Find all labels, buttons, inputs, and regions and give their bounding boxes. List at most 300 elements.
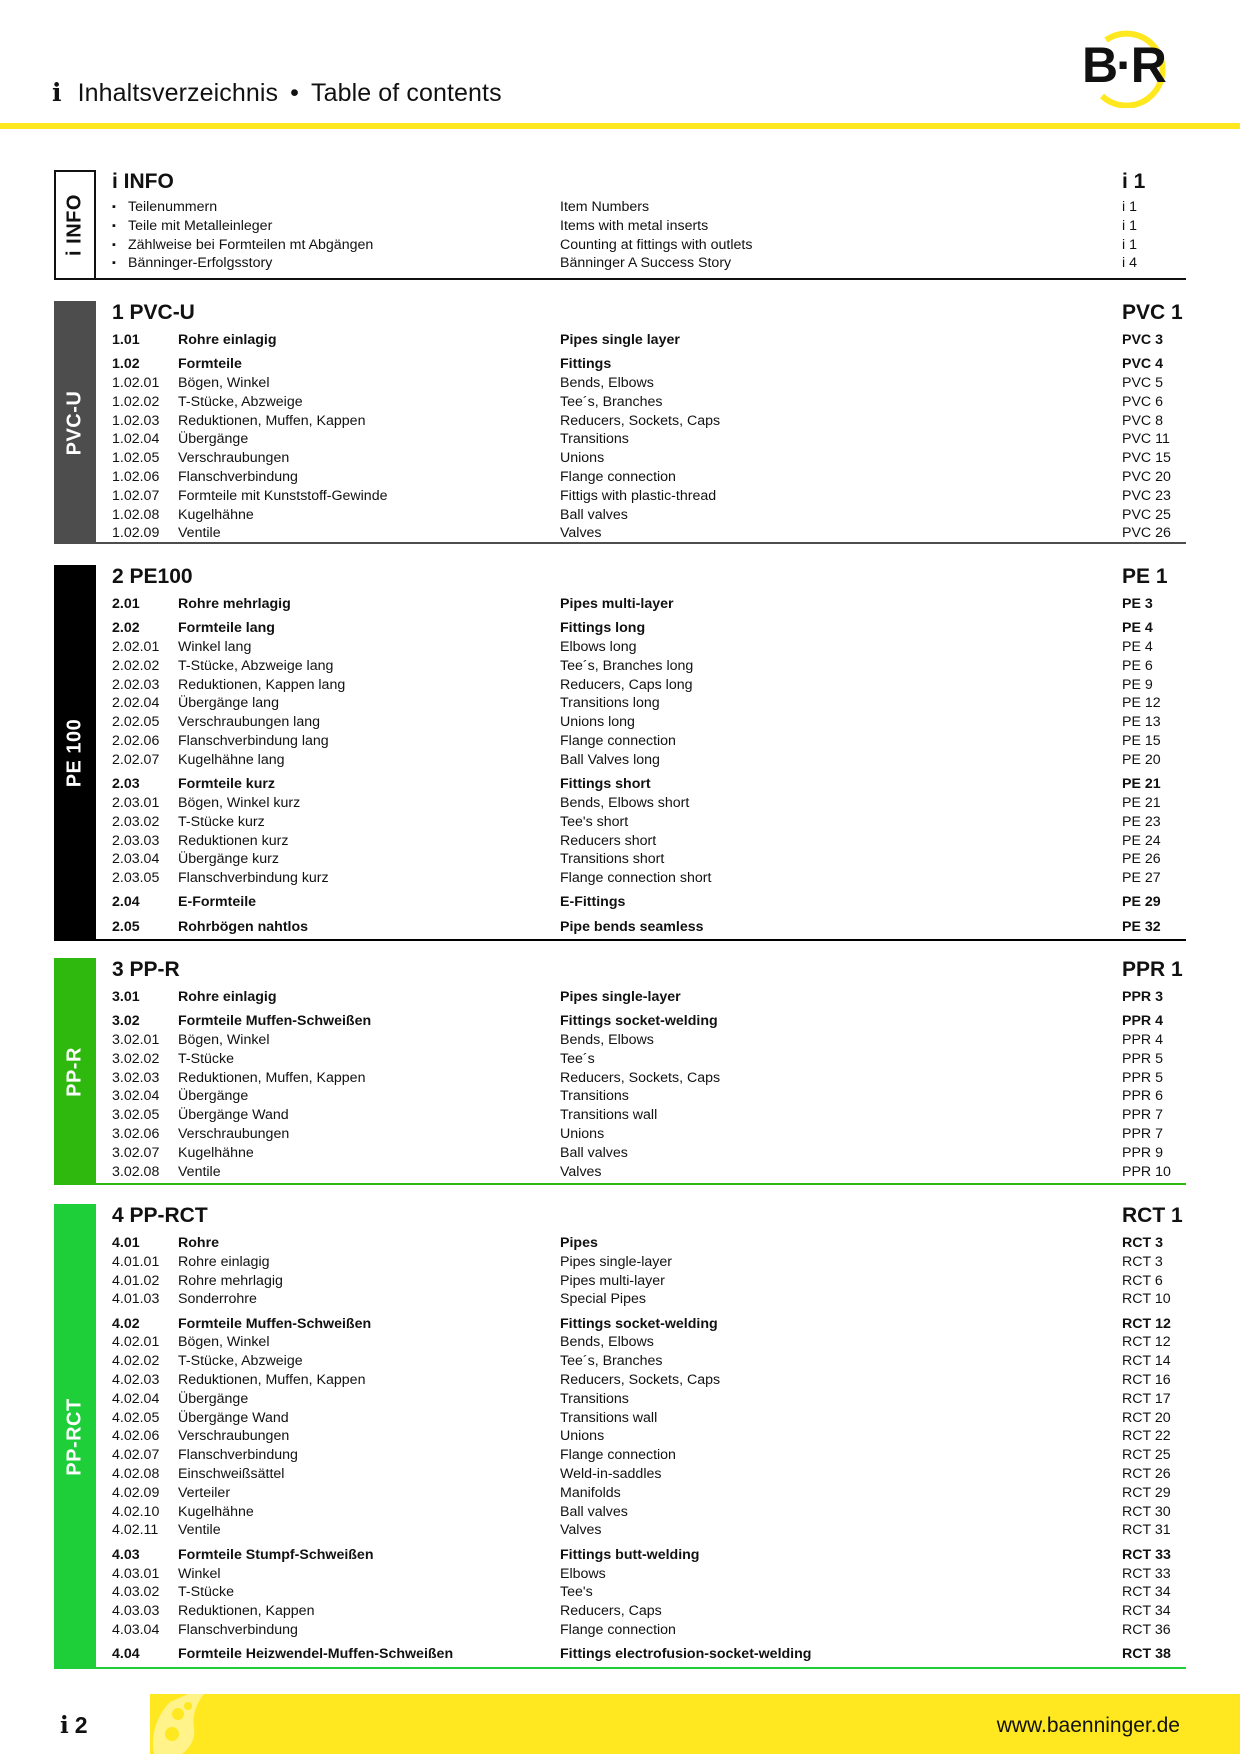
entry-page: PE 29 (1122, 894, 1161, 911)
entry-title-de: Formteile (178, 356, 242, 373)
entry-page: PPR 9 (1122, 1144, 1164, 1161)
entry-number: 2.02 (112, 620, 140, 637)
toc-row[interactable] (112, 1125, 1186, 1144)
entry-number: 2.03.01 (112, 794, 160, 811)
entry-number: 2.02.03 (112, 676, 160, 693)
toc-row[interactable] (112, 1427, 1186, 1446)
section-content (112, 565, 1186, 937)
entry-number: 2.02.04 (112, 695, 160, 712)
entry-page: PVC 23 (1122, 487, 1171, 504)
entry-title-en: Transitions short (560, 851, 665, 868)
entry-number: 4.01 (112, 1235, 140, 1251)
tab-pp-rct[interactable] (54, 1204, 96, 1669)
entry-title-en: Unions long (560, 714, 635, 731)
toc-row[interactable] (112, 918, 1186, 937)
entry-number: 4.02.07 (112, 1447, 160, 1464)
br-logo (1080, 18, 1180, 108)
toc-row[interactable] (112, 449, 1186, 468)
page-title (52, 78, 502, 108)
entry-page: PVC 15 (1122, 450, 1171, 467)
entry-number: 3.02.04 (112, 1088, 160, 1105)
toc-row[interactable] (112, 1521, 1186, 1540)
toc-list (112, 331, 1186, 543)
entry-number: 1.02 (112, 356, 140, 373)
entry-page: RCT 22 (1122, 1428, 1171, 1445)
entry-number: 4.01.01 (112, 1253, 160, 1270)
entry-page: RCT 31 (1122, 1522, 1171, 1539)
toc-row[interactable] (112, 676, 1186, 695)
entry-title-de: T-Stücke (178, 1584, 234, 1601)
entry-title-de: Sonderrohre (178, 1291, 257, 1308)
entry-page: RCT 10 (1122, 1291, 1171, 1308)
entry-title-en: Elbows (560, 1565, 606, 1582)
entry-number: 4.02.06 (112, 1428, 160, 1445)
entry-title-en: Flange connection (560, 469, 676, 486)
entry-title-de: Übergänge (178, 1390, 249, 1407)
entry-title-en: Pipes single-layer (560, 1253, 672, 1270)
entry-title-de: Rohre einlagig (178, 332, 277, 348)
entry-title-de: Reduktionen, Muffen, Kappen (178, 412, 366, 429)
toc-row[interactable] (112, 1546, 1186, 1565)
info-icon: i (52, 78, 62, 107)
website-link[interactable]: www.baenninger.de (996, 1714, 1180, 1737)
entry-title-en: Ball Valves long (560, 751, 660, 768)
entry-page: PE 27 (1122, 870, 1161, 887)
section-pp-rct (54, 1204, 1186, 1669)
section-content (112, 958, 1186, 1181)
toc-row[interactable] (112, 1050, 1186, 1069)
entry-title-en: Valves (560, 1163, 602, 1180)
entry-page: RCT 12 (1122, 1334, 1171, 1351)
entry-page: RCT 26 (1122, 1466, 1171, 1483)
entry-title-de: Übergänge Wand (178, 1107, 289, 1124)
entry-title-de: T-Stücke, Abzweige (178, 393, 303, 410)
entry-title-en: Flange connection short (560, 870, 712, 887)
entry-title-en: Fittings butt-welding (560, 1546, 700, 1563)
toc-list (112, 595, 1186, 937)
entry-title-de: T-Stücke kurz (178, 813, 265, 830)
entry-number: 2.02.01 (112, 639, 160, 656)
page-number (60, 1712, 88, 1739)
toc-row[interactable] (112, 331, 1186, 350)
tab-label: PVC-U (63, 390, 86, 455)
entry-title-en: Valves (560, 525, 602, 542)
entry-title-de: Kugelhähne lang (178, 751, 285, 768)
toc-row[interactable] (112, 506, 1186, 525)
entry-title-en: Fittigs with plastic-thread (560, 487, 717, 504)
entry-page: RCT 34 (1122, 1584, 1171, 1601)
entry-title-en: Flange connection (560, 1621, 676, 1638)
entry-title-de: Formteile Heizwendel-Muffen-Schweißen (178, 1646, 454, 1663)
entry-title-de: Kugelhähne (178, 506, 254, 523)
entry-page: PVC 25 (1122, 506, 1171, 523)
entry-title-en: Pipes single layer (560, 332, 680, 348)
toc-row[interactable] (112, 732, 1186, 751)
entry-page: RCT 25 (1122, 1447, 1171, 1464)
entry-number: 3.01 (112, 989, 140, 1005)
title-de: Inhaltsverzeichnis (77, 79, 279, 107)
bullet-icon: ▪ (112, 201, 116, 213)
entry-title-en: Tee´s (560, 1050, 595, 1067)
toc-row[interactable] (112, 1234, 1186, 1253)
section-pp-r (54, 958, 1186, 1185)
entry-number: 2.03.03 (112, 832, 160, 849)
entry-page: RCT 33 (1122, 1565, 1171, 1582)
entry-title-de: Einschweißsättel (178, 1466, 285, 1483)
entry-page: PVC 8 (1122, 412, 1164, 429)
entry-title-de: Verschraubungen lang (178, 714, 320, 731)
section-content (112, 1204, 1186, 1664)
entry-page: PE 32 (1122, 918, 1161, 935)
toc-row[interactable] (112, 813, 1186, 832)
entry-title-en: Pipes multi-layer (560, 596, 674, 612)
entry-page: RCT 38 (1122, 1646, 1171, 1663)
entry-title-de: Verschraubungen (178, 1126, 290, 1143)
toc-row[interactable] (112, 1144, 1186, 1163)
entry-page: RCT 34 (1122, 1603, 1171, 1620)
toc-row[interactable] (112, 1031, 1186, 1050)
entry-page: RCT 3 (1122, 1253, 1163, 1270)
toc-row[interactable] (112, 893, 1186, 912)
entry-number: 3.02.01 (112, 1032, 160, 1049)
toc-row[interactable] (112, 524, 1186, 543)
section-heading (112, 1204, 1186, 1232)
tab-label: i INFO (63, 194, 86, 256)
entry-title-en: Tee's short (560, 813, 629, 830)
toc-row[interactable] (112, 1465, 1186, 1484)
section-content (112, 301, 1186, 543)
section-page: RCT 1 (1122, 1204, 1183, 1227)
entry-page: PPR 3 (1122, 989, 1164, 1005)
entry-number: 1.01 (112, 332, 140, 348)
section-title: i INFO (112, 170, 174, 193)
toc-row[interactable] (112, 1446, 1186, 1465)
toc-row[interactable] (112, 794, 1186, 813)
tab-pe100[interactable] (54, 565, 96, 941)
entry-page: PPR 4 (1122, 1032, 1164, 1049)
toc-row[interactable] (112, 1069, 1186, 1088)
toc-row[interactable] (112, 751, 1186, 770)
entry-title-en: Pipes single-layer (560, 989, 681, 1005)
entry-title-de: Bögen, Winkel (178, 375, 270, 392)
title-en: Table of contents (310, 79, 502, 107)
entry-title-de: Flanschverbindung (178, 469, 298, 486)
info-icon: i (60, 1712, 69, 1739)
entry-page: RCT 20 (1122, 1409, 1171, 1426)
toc-row[interactable] (112, 775, 1186, 794)
entry-title-de: Verschraubungen (178, 1428, 290, 1445)
entry-title-de: Reduktionen, Muffen, Kappen (178, 1372, 366, 1389)
entry-title-de: Winkel lang (178, 639, 252, 656)
entry-page: PE 4 (1122, 639, 1153, 656)
toc-list (112, 198, 1186, 273)
toc-row[interactable] (112, 1484, 1186, 1503)
section-rule (96, 542, 1186, 544)
entry-title-de: Bögen, Winkel kurz (178, 794, 301, 811)
entry-title-en: Bends, Elbows (560, 1334, 654, 1351)
entry-title-en: Fittings short (560, 776, 651, 793)
entry-number: 4.03.01 (112, 1565, 160, 1582)
toc-row[interactable] (112, 1106, 1186, 1125)
entry-title-en: Weld-in-saddles (560, 1466, 662, 1483)
section-title: 1 PVC-U (112, 301, 195, 324)
toc-row[interactable] (112, 988, 1186, 1007)
entry-title-de: Rohre einlagig (178, 1253, 270, 1270)
entry-number: 4.03.03 (112, 1603, 160, 1620)
toc-row[interactable] (112, 1621, 1186, 1640)
entry-page: RCT 30 (1122, 1503, 1171, 1520)
toc-row[interactable] (112, 393, 1186, 412)
toc-row[interactable] (112, 198, 1186, 217)
bullet-icon: ▪ (112, 257, 116, 270)
entry-number: 2.01 (112, 596, 140, 612)
entry-title-en: Bends, Elbows (560, 1032, 654, 1049)
entry-title-de: Ventile (178, 525, 221, 542)
entry-number: 3.02.08 (112, 1163, 160, 1180)
entry-page: PVC 5 (1122, 375, 1164, 392)
entry-number: 4.03.04 (112, 1621, 160, 1638)
entry-title-de: E-Formteile (178, 894, 257, 911)
entry-number: 2.03.04 (112, 851, 160, 868)
entry-title-en: Reducers, Sockets, Caps (560, 1372, 721, 1389)
entry-number: 1.02.03 (112, 412, 160, 429)
entry-title-en: Ball valves (560, 1503, 628, 1520)
entry-number: 4.02.02 (112, 1353, 160, 1370)
entry-title-de: Ventile (178, 1163, 221, 1180)
entry-title-de: Formteile Muffen-Schweißen (178, 1315, 372, 1332)
section-rule (96, 1183, 1186, 1185)
entry-page: i 1 (1122, 236, 1137, 253)
entry-number: 3.02.05 (112, 1107, 160, 1124)
entry-page: RCT 33 (1122, 1546, 1171, 1563)
entry-page: PE 23 (1122, 813, 1161, 830)
toc-row[interactable] (112, 595, 1186, 614)
entry-title-de: Formteile lang (178, 620, 275, 637)
entry-title-de: Rohre mehrlagig (178, 1272, 283, 1289)
entry-title-en: Manifolds (560, 1484, 621, 1501)
tab-pvc-u[interactable] (54, 301, 96, 544)
entry-number: 4.03 (112, 1546, 140, 1563)
entry-title-de: Bögen, Winkel (178, 1334, 270, 1351)
entry-number: 4.02 (112, 1315, 140, 1332)
entry-page: i 4 (1122, 255, 1137, 272)
entry-number: 1.02.02 (112, 393, 160, 410)
entry-title-en: Transitions wall (560, 1107, 658, 1124)
entry-number: 3.02.02 (112, 1050, 160, 1067)
entry-title-de: Teilenummern (128, 199, 218, 215)
toc-row[interactable] (112, 1253, 1186, 1272)
toc-row[interactable] (112, 1409, 1186, 1428)
entry-page: RCT 16 (1122, 1372, 1171, 1389)
entry-title-en: Tee's (560, 1584, 593, 1601)
entry-title-de: Rohre (178, 1235, 219, 1251)
entry-number: 4.02.03 (112, 1372, 160, 1389)
entry-title-en: Bänninger A Success Story (560, 255, 732, 272)
entry-title-de: Flanschverbindung (178, 1447, 298, 1464)
toc-row[interactable] (112, 850, 1186, 869)
toc-row[interactable] (112, 1583, 1186, 1602)
entry-title-en: Reducers short (560, 832, 657, 849)
bullet-icon: ▪ (112, 219, 116, 232)
section-title: 4 PP-RCT (112, 1204, 208, 1227)
toc-row[interactable] (112, 374, 1186, 393)
entry-title-en: Items with metal inserts (560, 217, 709, 234)
entry-title-en: Ball valves (560, 1144, 628, 1161)
toc-row[interactable] (112, 468, 1186, 487)
entry-title-en: E-Fittings (560, 894, 626, 911)
page-number-value: 2 (74, 1712, 88, 1738)
entry-title-en: Transitions (560, 1088, 629, 1105)
entry-title-de: Reduktionen kurz (178, 832, 289, 849)
toc-row[interactable] (112, 1645, 1186, 1664)
entry-title-de: Kugelhähne (178, 1144, 254, 1161)
section-content (112, 170, 1186, 273)
entry-number: 2.04 (112, 894, 140, 911)
entry-page: PPR 7 (1122, 1107, 1164, 1124)
entry-title-en: Transitions (560, 431, 629, 448)
entry-title-en: Reducers, Sockets, Caps (560, 1069, 721, 1086)
toc-row[interactable] (112, 657, 1186, 676)
entry-page: PE 9 (1122, 676, 1153, 693)
entry-page: PVC 20 (1122, 469, 1171, 486)
entry-page: PPR 10 (1122, 1163, 1171, 1180)
tab-label: PE 100 (63, 718, 86, 788)
toc-row[interactable] (112, 1163, 1186, 1182)
toc-list (112, 988, 1186, 1181)
entry-number: 2.02.05 (112, 714, 160, 731)
entry-title-en: Fittings electrofusion-socket-welding (560, 1646, 812, 1663)
toc-row[interactable] (112, 430, 1186, 449)
toc-row[interactable] (112, 869, 1186, 888)
entry-title-en: Ball valves (560, 506, 628, 523)
entry-page: PPR 7 (1122, 1126, 1164, 1143)
entry-title-de: Bögen, Winkel (178, 1032, 270, 1049)
toc-row[interactable] (112, 713, 1186, 732)
entry-number: 3.02.03 (112, 1069, 160, 1086)
toc-row[interactable] (112, 619, 1186, 638)
toc-row[interactable] (112, 832, 1186, 851)
entry-title-en: Tee´s, Branches long (560, 657, 694, 674)
section-heading (112, 170, 1186, 198)
entry-number: 1.02.01 (112, 375, 160, 392)
toc-row[interactable] (112, 1371, 1186, 1390)
toc-row[interactable] (112, 412, 1186, 431)
title-separator: • (290, 79, 299, 107)
logo-text: B·R (1082, 37, 1165, 93)
section-page: i 1 (1122, 170, 1146, 193)
entry-page: i 1 (1122, 199, 1137, 215)
entry-number: 2.02.02 (112, 657, 160, 674)
toc-row[interactable] (112, 1602, 1186, 1621)
entry-title-de: Reduktionen, Muffen, Kappen (178, 1069, 366, 1086)
entry-title-de: Verschraubungen (178, 450, 290, 467)
toc-row[interactable] (112, 1087, 1186, 1106)
tab-pp-r[interactable] (54, 958, 96, 1185)
toc-row[interactable] (112, 217, 1186, 236)
entry-title-en: Fittings long (560, 620, 646, 637)
entry-title-de: T-Stücke, Abzweige lang (178, 657, 334, 674)
entry-title-de: Winkel (178, 1565, 221, 1582)
entry-title-de: Formteile kurz (178, 776, 275, 793)
pattern-decoration-icon (148, 1694, 218, 1754)
entry-title-en: Valves (560, 1522, 602, 1539)
entry-number: 2.03 (112, 776, 140, 793)
section-heading (112, 958, 1186, 986)
entry-title-de: Flanschverbindung lang (178, 733, 329, 750)
entry-page: PPR 6 (1122, 1088, 1164, 1105)
toc-list (112, 1234, 1186, 1664)
entry-title-de: Flanschverbindung kurz (178, 870, 329, 887)
entry-title-de: Übergänge lang (178, 695, 279, 712)
entry-title-en: Tee´s, Branches (560, 393, 663, 410)
tab-info[interactable] (54, 170, 96, 280)
toc-row[interactable] (112, 487, 1186, 506)
toc-row[interactable] (112, 1352, 1186, 1371)
entry-title-en: Reducers, Sockets, Caps (560, 412, 721, 429)
entry-title-de: Übergänge (178, 431, 249, 448)
toc-row[interactable] (112, 638, 1186, 657)
entry-title-en: Unions (560, 1126, 605, 1143)
entry-number: 2.03.02 (112, 813, 160, 830)
entry-title-en: Flange connection (560, 1447, 676, 1464)
entry-page: PPR 5 (1122, 1069, 1164, 1086)
section-pe100 (54, 565, 1186, 941)
entry-title-en: Elbows long (560, 639, 637, 656)
section-pvc-u (54, 301, 1186, 544)
entry-number: 4.01.02 (112, 1272, 160, 1289)
toc-row[interactable] (112, 1565, 1186, 1584)
entry-number: 4.02.04 (112, 1390, 160, 1407)
entry-title-de: Bänninger-Erfolgsstory (128, 255, 273, 272)
entry-number: 2.05 (112, 918, 140, 935)
entry-title-en: Item Numbers (560, 199, 650, 215)
toc-row[interactable] (112, 694, 1186, 713)
toc-row[interactable] (112, 355, 1186, 374)
entry-title-en: Reducers, Caps (560, 1603, 662, 1620)
entry-title-de: Verteiler (178, 1484, 231, 1501)
toc-row[interactable] (112, 1290, 1186, 1309)
entry-page: PE 3 (1122, 596, 1153, 612)
toc-row[interactable] (112, 1315, 1186, 1334)
entry-page: PE 21 (1122, 776, 1161, 793)
entry-title-de: Reduktionen, Kappen (178, 1603, 315, 1620)
entry-title-de: Formteile Stumpf-Schweißen (178, 1546, 374, 1563)
toc-row[interactable] (112, 1503, 1186, 1522)
entry-title-en: Fittings socket-welding (560, 1315, 718, 1332)
entry-page: RCT 36 (1122, 1621, 1171, 1638)
bullet-icon: ▪ (112, 238, 116, 251)
entry-title-en: Transitions wall (560, 1409, 658, 1426)
toc-row[interactable] (112, 1390, 1186, 1409)
section-heading (112, 565, 1186, 593)
entry-title-en: Reducers, Caps long (560, 676, 693, 693)
entry-title-en: Transitions (560, 1390, 629, 1407)
toc-row[interactable] (112, 1333, 1186, 1352)
entry-page: RCT 3 (1122, 1235, 1163, 1251)
entry-page: PE 20 (1122, 751, 1161, 768)
header-rule (0, 123, 1240, 129)
tab-label: PP-RCT (63, 1397, 86, 1476)
toc-row[interactable] (112, 1272, 1186, 1291)
entry-number: 4.02.08 (112, 1466, 160, 1483)
toc-row[interactable] (112, 236, 1186, 255)
entry-title-en: Special Pipes (560, 1291, 646, 1308)
section-rule (54, 278, 1186, 280)
toc-row[interactable] (112, 254, 1186, 273)
entry-page: PPR 5 (1122, 1050, 1164, 1067)
toc-row[interactable] (112, 1012, 1186, 1031)
entry-title-en: Fittings socket-welding (560, 1013, 718, 1030)
